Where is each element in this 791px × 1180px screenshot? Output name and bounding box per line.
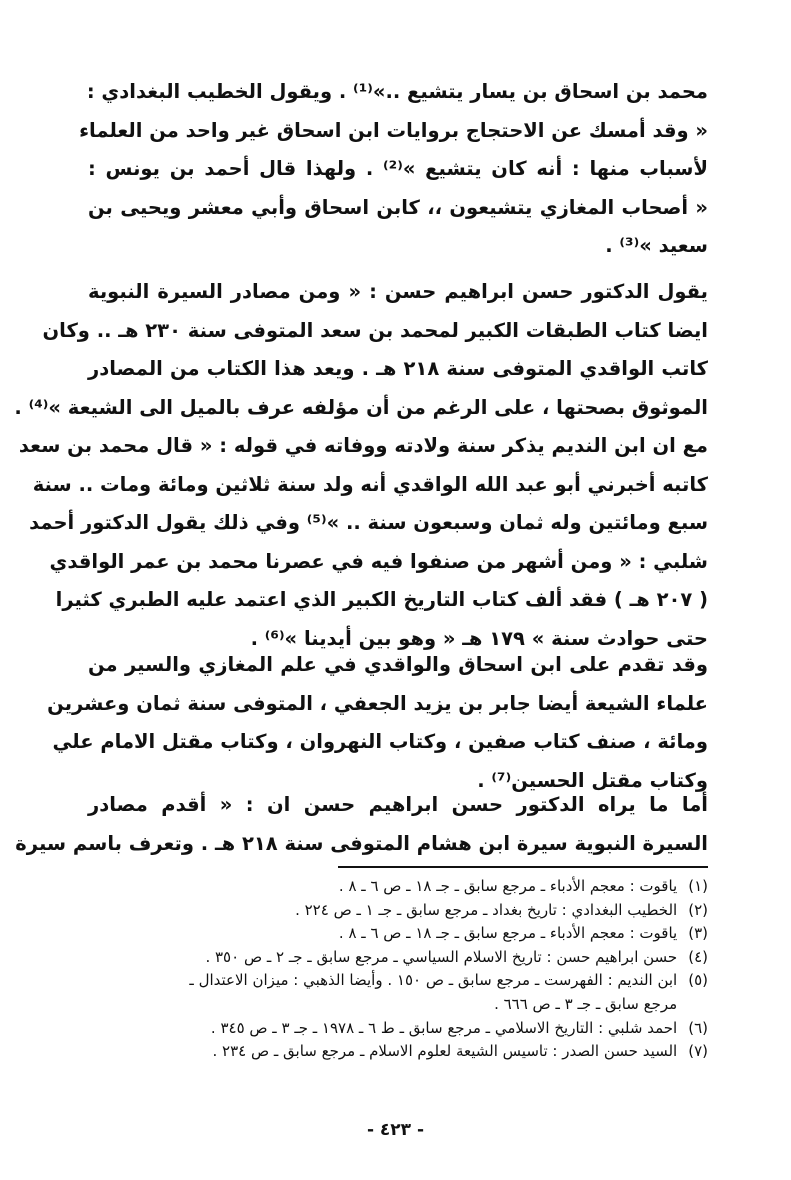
text-line: السيرة النبوية سيرة ابن هشام المتوفى سنة ٢١٨ هـ . وتعرف باسم سيرة	[15, 831, 708, 855]
footnote-marker: (٧)	[688, 1042, 708, 1061]
text-line: ايضا كتاب الطبقات الكبير لمحمد بن سعد المتوفى سنة ٢٣٠ هـ .. وكان	[42, 318, 708, 342]
footnote-marker: (٦)	[688, 1018, 708, 1037]
footnote-marker: (٤)	[688, 947, 708, 966]
paragraph-3	[47, 646, 708, 800]
footnote	[104, 1017, 708, 1041]
text-line: شلبي : « ومن أشهر من صنفوا فيه في عصرنا محمد بن عمر الواقدي	[49, 549, 708, 573]
footnote-text: السيد حسن الصدر : تاسيس الشيعة لعلوم الاسلام ـ مرجع سابق ـ ص ٢٣٤ .	[212, 1042, 678, 1061]
text-line: كاتب الواقدي المتوفى سنة ٢١٨ هـ . ويعد هذا الكتاب من المصادر	[88, 357, 708, 380]
footnote-text: احمد شلبي : التاريخ الاسلامي ـ مرجع سابق ـ ط ٦ ـ ١٩٧٨ ـ جـ ٣ ـ ص ٣٤٥ .	[210, 1018, 678, 1037]
text-line: محمد بن اسحاق بن يسار يتشيع ..»⁽¹⁾ . ويقول الخطيب البغدادي :	[86, 80, 708, 103]
text-line: ( ٢٠٧ هـ ) فقد ألف كتاب التاريخ الكبير الذي اعتمد عليه الطبري كثيرا	[55, 588, 708, 611]
text-line: الموثوق بصحتها ، على الرغم من أن مؤلفه عرف بالميل الى الشيعة »⁽⁴⁾ .	[14, 395, 708, 419]
footnote	[104, 899, 708, 923]
footnote-marker: (١)	[688, 877, 708, 895]
footnote-marker: (٢)	[688, 900, 708, 919]
text-line: حتى حوادث سنة » ١٧٩ هـ « وهو بين أيدينا »⁽⁶⁾ .	[250, 626, 708, 650]
footnote-text: مرجع سابق ـ جـ ٣ ـ ص ٦٦٦ .	[494, 994, 678, 1013]
text-line: كاتبه أخبرني أبو عبد الله الواقدي أنه ولد سنة ثلاثين ومائة ومات .. سنة	[32, 472, 708, 496]
paragraph-4	[15, 786, 708, 863]
page-number: - ٤٢٣ -	[366, 1120, 425, 1140]
footnote	[104, 922, 708, 946]
text-line: وقد تقدم على ابن اسحاق والواقدي في علم المغازي والسير من	[88, 653, 708, 676]
footnote-marker: (٣)	[688, 924, 708, 943]
footnote	[104, 875, 708, 899]
text-line: « وقد أمسك عن الاحتجاج بروايات ابن اسحاق غير واحد من العلماء	[79, 118, 708, 142]
footnote-text: ابن النديم : الفهرست ـ مرجع سابق ـ ص ١٥٠ . وأيضا الذهبي : ميزان الاعتدال ـ	[189, 971, 678, 990]
footnote	[104, 969, 708, 993]
text-line: سبع ومائتين وله ثمان وسبعون سنة .. »⁽⁵⁾ وفي ذلك يقول الدكتور أحمد	[29, 511, 708, 534]
footnote	[104, 946, 708, 970]
text-line: وكتاب مقتل الحسين⁽⁷⁾ .	[477, 768, 708, 792]
text-line: يقول الدكتور حسن ابراهيم حسن : « ومن مصادر السيرة النبوية	[88, 280, 708, 303]
text-line: مع ان ابن النديم يذكر سنة ولادته ووفاته في قوله : « قال محمد بن سعد	[18, 434, 708, 457]
footnote-text: ياقوت : معجم الأدباء ـ مرجع سابق ـ جـ ١٨ ـ ص ٦ ـ ٨ .	[338, 877, 678, 895]
text-line: علماء الشيعة أيضا جابر بن يزيد الجعفي ، المتوفى سنة ثمان وعشرين	[47, 691, 708, 715]
footnote-text: حسن ابراهيم حسن : تاريخ الاسلام السياسي ـ مرجع سابق ـ جـ ٢ ـ ص ٣٥٠ .	[205, 947, 678, 966]
text-line: سعيد »⁽³⁾ .	[605, 234, 708, 257]
footnote-text: الخطيب البغدادي : تاريخ بغداد ـ مرجع سابق ـ جـ ١ ـ ص ٢٢٤ .	[295, 900, 678, 919]
text-line: « أصحاب المغازي يتشيعون ،، كابن اسحاق وأبي معشر ويحيى بن	[88, 195, 708, 219]
text-line: لأسباب منها : أنه كان يتشيع »⁽²⁾ . ولهذا قال أحمد بن يونس :	[88, 157, 708, 180]
footnote-divider	[338, 866, 708, 868]
footnotes	[104, 875, 708, 1064]
footnote-continuation	[104, 993, 708, 1017]
text-line: أما ما يراه الدكتور حسن ابراهيم حسن ان : « أقدم مصادر	[88, 793, 708, 816]
footnote-text: ياقوت : معجم الأدباء ـ مرجع سابق ـ جـ ١٨ ـ ص ٦ ـ ٨ .	[338, 924, 678, 943]
footnote	[104, 1040, 708, 1064]
footnote-marker: (٥)	[688, 971, 708, 990]
paragraph-2	[14, 273, 708, 658]
paragraph-1	[79, 73, 708, 266]
text-line: ومائة ، صنف كتاب صفين ، وكتاب النهروان ، وكتاب مقتل الامام علي	[52, 730, 708, 753]
